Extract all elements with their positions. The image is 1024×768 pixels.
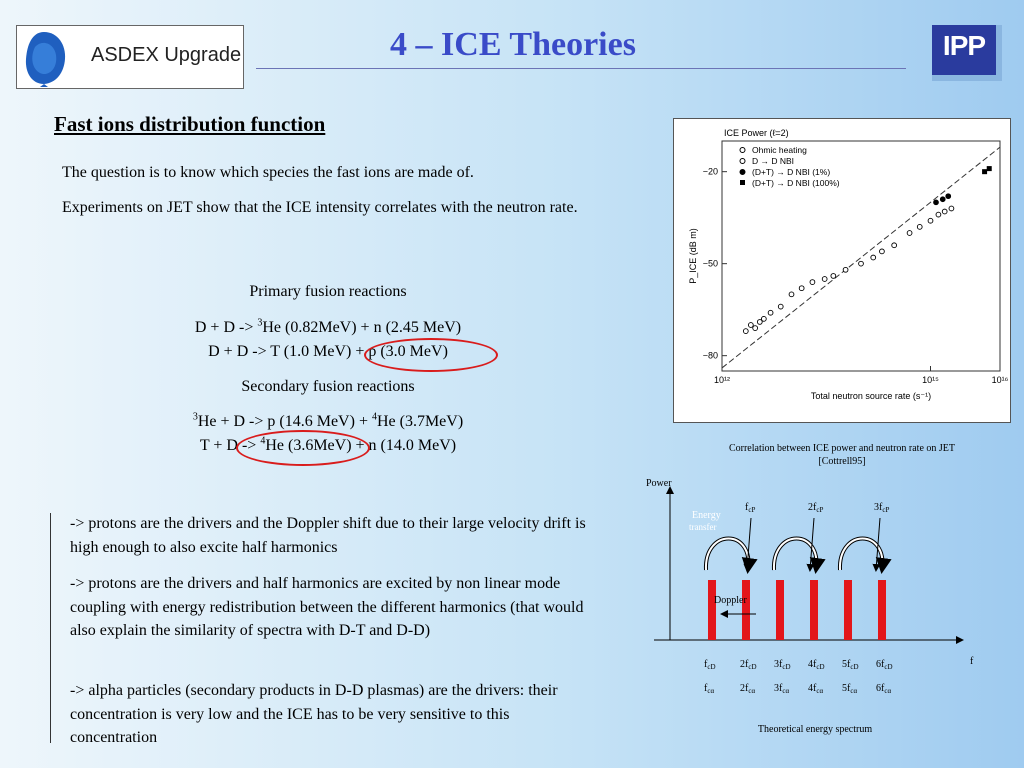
- data-point: [859, 261, 864, 266]
- y-tick-label: −50: [702, 258, 718, 269]
- asdex-logo: [16, 25, 244, 89]
- spectrum-bar: [844, 580, 852, 640]
- legend-label: Ohmic heating: [752, 145, 807, 155]
- proton-harmonic-label: $f_{cP}$: [745, 502, 756, 514]
- alpha-harmonic-label: $3f_{c\alpha}$: [774, 683, 790, 695]
- primary-reaction: [120, 317, 536, 339]
- deuteron-harmonic-label: $4f_{cD}$: [808, 659, 825, 671]
- doppler-label: Doppler: [714, 595, 747, 606]
- isotope-superscript: 4: [371, 411, 377, 423]
- x-tick-label: 10¹⁶: [991, 375, 1009, 385]
- highlight-oval-alpha: [236, 430, 370, 466]
- legend-marker: [740, 159, 745, 164]
- data-point: [892, 243, 897, 248]
- energy-spectrum-diagram: [640, 470, 1024, 768]
- legend-label: D → D NBI: [752, 156, 795, 166]
- y-axis-label: P_ICE (dB m): [688, 228, 698, 284]
- alpha-harmonic-label: $f_{c\alpha}$: [704, 683, 715, 695]
- title-divider: [256, 68, 906, 69]
- legend-marker: [740, 148, 745, 153]
- data-point: [982, 169, 987, 174]
- deuteron-harmonic-label: $6f_{cD}$: [876, 659, 893, 671]
- asdex-logo-icon: [20, 29, 70, 87]
- deuteron-harmonic-label: $f_{cD}$: [704, 659, 716, 671]
- ice-power-plot: [673, 118, 1011, 423]
- spectrum-bar: [742, 580, 750, 640]
- data-point: [789, 292, 794, 297]
- intro-paragraph: The question is to know which species the fast ions are made of.: [62, 164, 474, 181]
- highlight-oval-proton: [364, 338, 498, 372]
- alpha-harmonic-label: $4f_{c\alpha}$: [808, 683, 824, 695]
- plot-caption: Correlation between ICE power and neutron rate on JET [Cottrell95]: [728, 443, 956, 467]
- alpha-harmonic-label: $6f_{c\alpha}$: [876, 683, 892, 695]
- data-point: [946, 194, 951, 199]
- reaction-text: D + D -> T (1.0 MeV) + p (3.0 MeV): [208, 343, 448, 360]
- spectrum-x-label: f: [970, 656, 974, 667]
- slide-title: 4 – ICE Theories: [390, 26, 636, 63]
- data-point: [778, 304, 783, 309]
- alpha-harmonic-label: $2f_{c\alpha}$: [740, 683, 756, 695]
- data-point: [942, 209, 947, 214]
- data-point: [799, 286, 804, 291]
- legend-label: (D+T) → D NBI (1%): [752, 167, 831, 177]
- data-point: [843, 267, 848, 272]
- deuteron-harmonic-label: $2f_{cD}$: [740, 659, 757, 671]
- legend-marker: [740, 170, 745, 175]
- data-point: [928, 218, 933, 223]
- data-point: [743, 329, 748, 334]
- data-point: [822, 277, 827, 282]
- legend-marker: [740, 180, 745, 185]
- plot-panel-title: ICE Power (ℓ=2): [724, 128, 789, 138]
- data-point: [871, 255, 876, 260]
- bracket-line: [50, 513, 51, 743]
- isotope-superscript: 3: [257, 317, 263, 329]
- section-heading: Fast ions distribution function: [54, 112, 326, 136]
- data-point: [917, 224, 922, 229]
- data-point: [761, 316, 766, 321]
- secondary-reactions-title: Secondary fusion reactions: [241, 378, 415, 395]
- proton-harmonic-label: $2f_{cP}$: [808, 502, 824, 514]
- data-point: [880, 249, 885, 254]
- isotope-superscript: 3: [192, 411, 198, 423]
- energy-transfer-label: transfer: [689, 522, 717, 532]
- data-point: [768, 310, 773, 315]
- reaction-text: He (0.82MeV) + n (2.45 MeV): [262, 319, 462, 336]
- intro-paragraph: Experiments on JET show that the ICE intensity correlates with the neutron rate.: [62, 199, 578, 216]
- deuteron-harmonic-label: $3f_{cD}$: [774, 659, 791, 671]
- driver-hypothesis: -> protons are the drivers and the Doppler shift due to their large velocity drift is high enough to also excite half harmonics: [70, 515, 586, 556]
- y-tick-label: −20: [702, 166, 718, 177]
- data-point: [753, 326, 758, 331]
- driver-hypothesis: -> alpha particles (secondary products in D-D plasmas) are the drivers: their concentration is very low and the ICE has to be very sensitive to this concentration: [70, 682, 558, 746]
- ipp-logo: IPP: [932, 25, 1002, 81]
- data-point: [987, 166, 992, 171]
- x-axis-label: Total neutron source rate (s⁻¹): [810, 391, 932, 401]
- data-point: [748, 323, 753, 328]
- ice-power-chart: [674, 119, 1010, 422]
- data-point: [810, 280, 815, 285]
- data-point: [949, 206, 954, 211]
- secondary-reaction: [120, 411, 536, 433]
- alpha-harmonic-label: $5f_{c\alpha}$: [842, 683, 858, 695]
- energy-transfer-label: Energy: [692, 510, 721, 521]
- proton-harmonic-label: $3f_{cP}$: [874, 502, 890, 514]
- x-tick-label: 10¹²: [713, 375, 731, 385]
- isotope-superscript: 4: [260, 435, 266, 447]
- energy-transfer-arrow-inner: [706, 539, 749, 571]
- deuteron-harmonic-label: $5f_{cD}$: [842, 659, 859, 671]
- data-point: [934, 200, 939, 205]
- data-point: [940, 197, 945, 202]
- x-tick-label: 10¹⁵: [922, 375, 939, 385]
- primary-reactions-title: Primary fusion reactions: [249, 283, 407, 300]
- reaction-text: He (3.7MeV): [376, 413, 464, 430]
- spectrum-bar: [776, 580, 784, 640]
- reaction-text: He + D -> p (14.6 MeV) +: [197, 413, 372, 430]
- spectrum-bar: [878, 580, 886, 640]
- reaction-text: He (3.6MeV) + n (14.0 MeV): [265, 437, 457, 454]
- spectrum-bar: [708, 580, 716, 640]
- reaction-text: D + D ->: [194, 319, 258, 336]
- spectrum-y-label: Power: [646, 478, 672, 489]
- legend-label: (D+T) → D NBI (100%): [752, 178, 840, 188]
- spectrum-bar: [810, 580, 818, 640]
- data-point: [936, 212, 941, 217]
- y-tick-label: −80: [702, 350, 718, 361]
- reaction-text: T + D ->: [199, 437, 261, 454]
- spectrum-caption: Theoretical energy spectrum: [757, 724, 873, 735]
- driver-hypothesis: -> protons are the drivers and half harmonics are excited by non linear mode coupling with energy redistribution between the different harmonics (that would also explain the similarity of spectra with D-T and D-D): [70, 575, 584, 639]
- data-point: [831, 274, 836, 279]
- logo-text: ASDEX Upgrade: [91, 44, 242, 66]
- data-point: [907, 231, 912, 236]
